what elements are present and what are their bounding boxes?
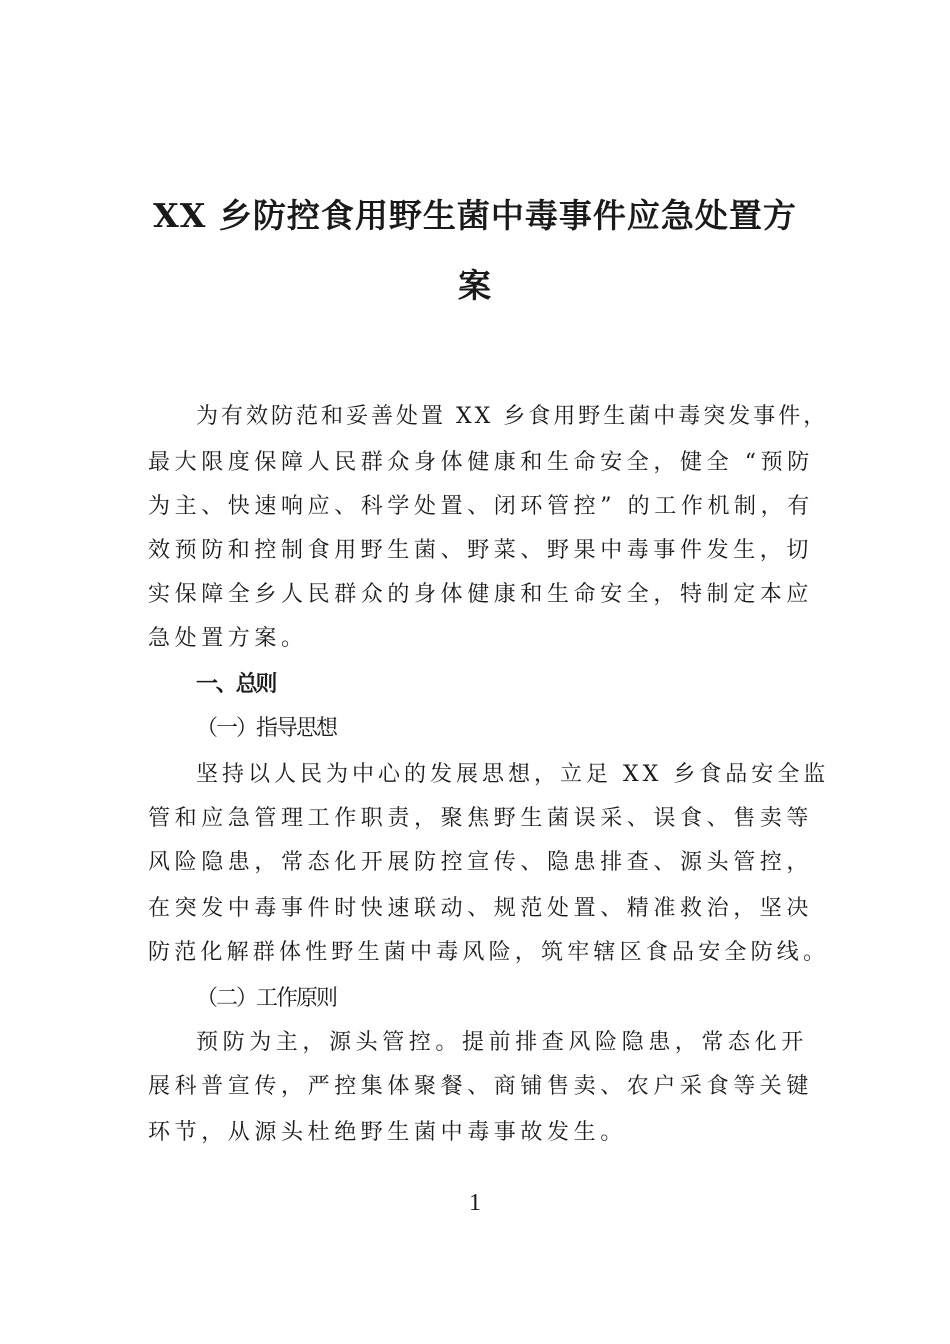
intro-line: 急处置方案。 [148, 626, 308, 651]
working-principles-line: 展科普宣传，严控集体聚餐、商铺售卖、农户采食等关键 [148, 1074, 814, 1099]
guiding-ideology-line: 在突发中毒事件时快速联动、规范处置、精准救治，坚决 [148, 896, 814, 921]
document-title-line-2: 案 [458, 266, 492, 305]
subsection-heading-guiding-ideology: （一）指导思想 [196, 716, 337, 741]
intro-line: 为有效防范和妥善处置 XX 乡食用野生菌中毒突发事件， [196, 404, 829, 429]
working-principles-line: 预防为主，源头管控。提前排查风险隐患，常态化开 [196, 1030, 808, 1055]
document-title-line-1: XX 乡防控食用野生菌中毒事件应急处置方 [153, 196, 797, 235]
guiding-ideology-line: 防范化解群体性野生菌中毒风险，筑牢辖区食品安全防线。 [148, 940, 830, 965]
intro-line: 实保障全乡人民群众的身体健康和生命安全，特制定本应 [148, 582, 814, 607]
subsection-heading-working-principles: （二）工作原则 [196, 986, 337, 1011]
intro-line: 最大限度保障人民群众身体健康和生命安全，健全 “预防 [148, 450, 814, 475]
guiding-ideology-line: 坚持以人民为中心的发展思想，立足 XX 乡食品安全监 [196, 762, 830, 787]
page-number: 1 [469, 1190, 481, 1216]
intro-line: 效预防和控制食用野生菌、野菜、野果中毒事件发生，切 [148, 538, 814, 563]
intro-line: 为主、快速响应、科学处置、闭环管控” 的工作机制，有 [148, 494, 814, 519]
guiding-ideology-line: 管和应急管理工作职责，聚焦野生菌误采、误食、售卖等 [148, 806, 814, 831]
working-principles-line: 环节，从源头杜绝野生菌中毒事故发生。 [148, 1120, 627, 1145]
guiding-ideology-line: 风险隐患，常态化开展防控宣传、隐患排查、源头管控， [148, 850, 814, 875]
section-heading-general: 一、总则 [196, 672, 276, 697]
